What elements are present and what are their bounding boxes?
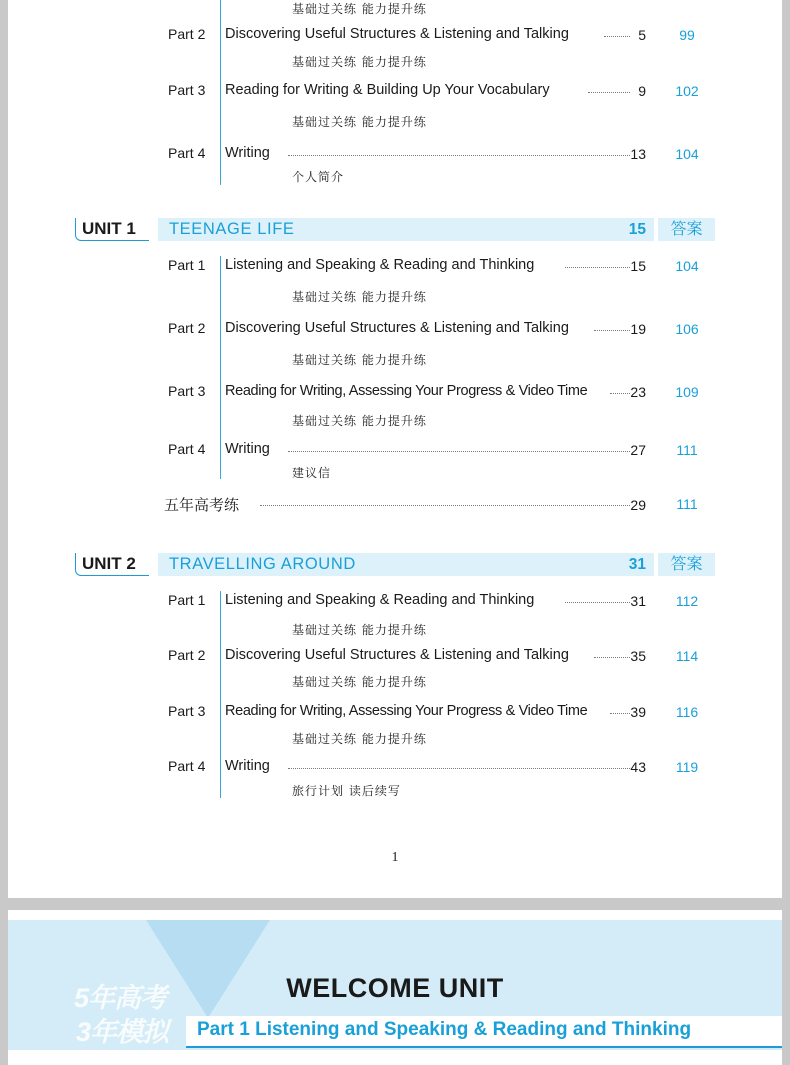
part-subtitle: 建议信 [292, 466, 332, 480]
answer-page-number: 99 [679, 27, 695, 43]
part-label: Part 1 [168, 257, 206, 273]
unit-number: UNIT 1 [82, 219, 136, 238]
answer-page-number: 104 [675, 146, 699, 162]
unit-page-number: 31 [628, 556, 646, 573]
answer-page-number: 102 [675, 83, 699, 99]
part-subtitle: 基础过关练 能力提升练 [292, 2, 427, 16]
part-label: Part 1 [168, 592, 206, 608]
page-number: 31 [630, 593, 646, 609]
part-label: Part 3 [168, 703, 206, 719]
part-subtitle: 基础过关练 能力提升练 [292, 115, 427, 129]
part-title: Reading for Writing, Assessing Your Progress & Video Time [225, 703, 588, 719]
page-number: 27 [630, 442, 646, 458]
part-label: Part 2 [168, 647, 206, 663]
answer-page-number: 116 [675, 704, 699, 720]
welcome-unit-page [8, 910, 782, 1065]
part-divider-line [220, 591, 221, 798]
unit-page-number: 15 [628, 221, 646, 238]
page-number: 43 [630, 759, 646, 775]
answer-page-number: 104 [675, 258, 699, 274]
answer-page-number: 114 [675, 648, 699, 664]
part-title: Writing [225, 441, 270, 457]
answer-page-number: 109 [675, 384, 699, 400]
dot-leader [260, 505, 630, 506]
unit-heading: WELCOME UNIT [286, 973, 504, 1003]
unit-number: UNIT 2 [82, 554, 136, 573]
part-title: Writing [225, 145, 270, 161]
part-subtitle: 基础过关练 能力提升练 [292, 675, 427, 689]
part-label: Part 3 [168, 383, 206, 399]
dot-leader [288, 451, 630, 452]
part-subtitle: 基础过关练 能力提升练 [292, 732, 427, 746]
part-subtitle: 旅行计划 读后续写 [292, 784, 401, 798]
page-number: 29 [630, 497, 646, 513]
part-label: Part 2 [168, 320, 206, 336]
unit-title: TRAVELLING AROUND [169, 555, 356, 573]
part-subtitle: 基础过关练 能力提升练 [292, 290, 427, 304]
part-label: Part 3 [168, 82, 206, 98]
unit-tag [75, 218, 149, 241]
part-title: Writing [225, 758, 270, 774]
answer-header: 答案 [658, 218, 715, 241]
dot-leader [288, 155, 630, 156]
part-title: Discovering Useful Structures & Listening and Talking [225, 320, 569, 336]
part-title: Discovering Useful Structures & Listening and Talking [225, 647, 569, 663]
dot-leader [288, 768, 630, 769]
brand-logo-line2: 3年模拟 [76, 1017, 169, 1047]
brand-logo-line1: 5年高考 [74, 983, 167, 1013]
page-number: 35 [630, 648, 646, 664]
page-number: 19 [630, 321, 646, 337]
part-label: Part 4 [168, 758, 206, 774]
part-label: Part 4 [168, 145, 206, 161]
part-subtitle: 基础过关练 能力提升练 [292, 414, 427, 428]
part-title: Reading for Writing & Building Up Your Vocabulary [225, 82, 550, 98]
answer-page-number: 119 [675, 759, 699, 775]
page-number: 9 [638, 83, 646, 99]
unit-title: TEENAGE LIFE [169, 220, 295, 238]
page-number: 39 [630, 704, 646, 720]
part-title: Discovering Useful Structures & Listening and Talking [225, 26, 569, 42]
answer-page-number: 111 [676, 496, 698, 512]
unit-tag [75, 553, 149, 576]
answer-page-number: 112 [675, 593, 699, 609]
page-number: 23 [630, 384, 646, 400]
part-subtitle: 基础过关练 能力提升练 [292, 55, 427, 69]
part-subtitle: 基础过关练 能力提升练 [292, 623, 427, 637]
part-subtitle: 个人简介 [292, 170, 345, 184]
part-title: Reading for Writing, Assessing Your Progress & Video Time [225, 383, 588, 399]
answer-page-number: 106 [675, 321, 699, 337]
part-divider-line [220, 0, 221, 185]
page-number: 15 [630, 258, 646, 274]
part-title: Listening and Speaking & Reading and Thinking [225, 257, 535, 273]
answer-page-number: 111 [676, 442, 698, 458]
toc-page [8, 0, 782, 898]
exam-practice-title: 五年高考练 [164, 497, 240, 514]
part-subtitle: 基础过关练 能力提升练 [292, 353, 427, 367]
part-heading: Part 1 Listening and Speaking & Reading and Thinking [197, 1019, 692, 1040]
answer-header: 答案 [658, 553, 715, 576]
part-label: Part 2 [168, 26, 206, 42]
part-divider-line [220, 256, 221, 479]
part-label: Part 4 [168, 441, 206, 457]
part-title: Listening and Speaking & Reading and Thinking [225, 592, 535, 608]
page-number: 5 [638, 27, 646, 43]
page-number: 13 [630, 146, 646, 162]
page-folio: 1 [391, 850, 399, 865]
